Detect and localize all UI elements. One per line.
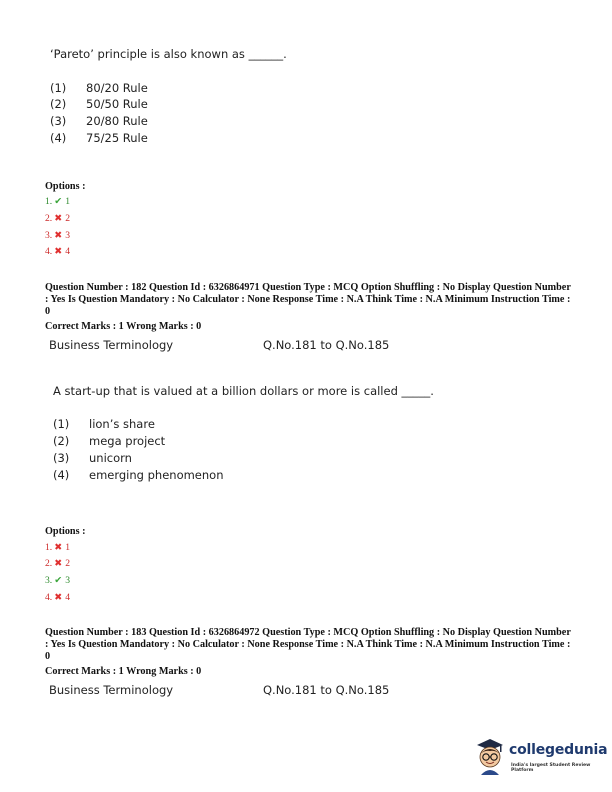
choice-number: (4) xyxy=(50,131,67,145)
choice-text: 75/25 Rule xyxy=(86,131,148,145)
choice-4 xyxy=(50,131,148,145)
marks-info: Correct Marks : 1 Wrong Marks : 0 xyxy=(45,321,202,332)
option-index: 4. xyxy=(45,246,53,257)
section-name: Business Terminology xyxy=(49,683,174,697)
choice-number: (3) xyxy=(50,114,67,128)
logo-tagline: India's largest Student Review Platform xyxy=(511,763,591,773)
option-row xyxy=(45,575,70,587)
choice-3 xyxy=(53,451,132,465)
choice-number: (1) xyxy=(53,417,70,431)
choice-text: mega project xyxy=(89,434,166,448)
option-index: 2. xyxy=(45,213,53,224)
option-value: 2 xyxy=(65,213,71,224)
collegedunia-logo xyxy=(473,735,608,781)
choice-text: emerging phenomenon xyxy=(89,468,224,482)
option-row xyxy=(45,196,70,208)
correct-check-icon: ✔ xyxy=(54,196,63,207)
choice-number: (4) xyxy=(53,468,70,482)
option-row xyxy=(45,592,70,604)
option-value: 3 xyxy=(65,230,71,241)
choice-2 xyxy=(53,434,165,448)
options-label: Options : xyxy=(45,181,86,192)
question-meta: Question Number : 183 Question Id : 6326864972 Question Type : MCQ Option Shuffling : No Display Question Number : Yes Is Question Mandatory : No Calculator : None Response Time : N.A Think Time : N.A Minimum Instruction Time : 0 xyxy=(45,627,571,662)
option-index: 1. xyxy=(45,196,53,207)
option-index: 2. xyxy=(45,558,53,569)
option-index: 3. xyxy=(45,575,53,586)
choice-text: unicorn xyxy=(89,451,132,465)
choice-text: lion’s share xyxy=(89,417,155,431)
choice-number: (2) xyxy=(53,434,70,448)
option-value: 4 xyxy=(65,246,71,257)
choice-text: 80/20 Rule xyxy=(86,81,148,95)
choice-1 xyxy=(50,81,148,95)
choice-number: (3) xyxy=(53,451,70,465)
wrong-cross-icon: ✖ xyxy=(54,246,63,257)
option-row xyxy=(45,542,70,554)
option-index: 3. xyxy=(45,230,53,241)
option-value: 4 xyxy=(65,592,71,603)
choice-4 xyxy=(53,468,224,482)
choice-1 xyxy=(53,417,155,431)
options-label: Options : xyxy=(45,526,86,537)
choice-number: (2) xyxy=(50,97,67,111)
option-index: 4. xyxy=(45,592,53,603)
question-range: Q.No.181 to Q.No.185 xyxy=(263,338,390,352)
mascot-icon xyxy=(473,735,507,779)
logo-wordmark: collegedunia xyxy=(509,742,608,758)
wrong-cross-icon: ✖ xyxy=(54,542,63,553)
wrong-cross-icon: ✖ xyxy=(54,230,63,241)
choice-2 xyxy=(50,97,148,111)
wrong-cross-icon: ✖ xyxy=(54,592,63,603)
choice-text: 20/80 Rule xyxy=(86,114,148,128)
choice-number: (1) xyxy=(50,81,67,95)
wrong-cross-icon: ✖ xyxy=(54,213,63,224)
choice-3 xyxy=(50,114,148,128)
correct-check-icon: ✔ xyxy=(54,575,63,586)
option-value: 3 xyxy=(65,575,71,586)
option-row xyxy=(45,246,70,258)
option-row xyxy=(45,213,70,225)
question-range: Q.No.181 to Q.No.185 xyxy=(263,683,390,697)
question-text: ‘Pareto’ principle is also known as ______. xyxy=(50,47,287,61)
option-value: 2 xyxy=(65,558,71,569)
choice-text: 50/50 Rule xyxy=(86,97,148,111)
option-value: 1 xyxy=(65,542,71,553)
section-name: Business Terminology xyxy=(49,338,174,352)
question-meta: Question Number : 182 Question Id : 6326864971 Question Type : MCQ Option Shuffling : No Display Question Number : Yes Is Question Mandatory : No Calculator : None Response Time : N.A Think Time : N.A Minimum Instruction Time : 0 xyxy=(45,282,571,317)
option-value: 1 xyxy=(65,196,71,207)
option-row xyxy=(45,230,70,242)
question-text: A start-up that is valued at a billion dollars or more is called _____. xyxy=(53,384,434,398)
marks-info: Correct Marks : 1 Wrong Marks : 0 xyxy=(45,666,202,677)
option-index: 1. xyxy=(45,542,53,553)
wrong-cross-icon: ✖ xyxy=(54,558,63,569)
option-row xyxy=(45,558,70,570)
